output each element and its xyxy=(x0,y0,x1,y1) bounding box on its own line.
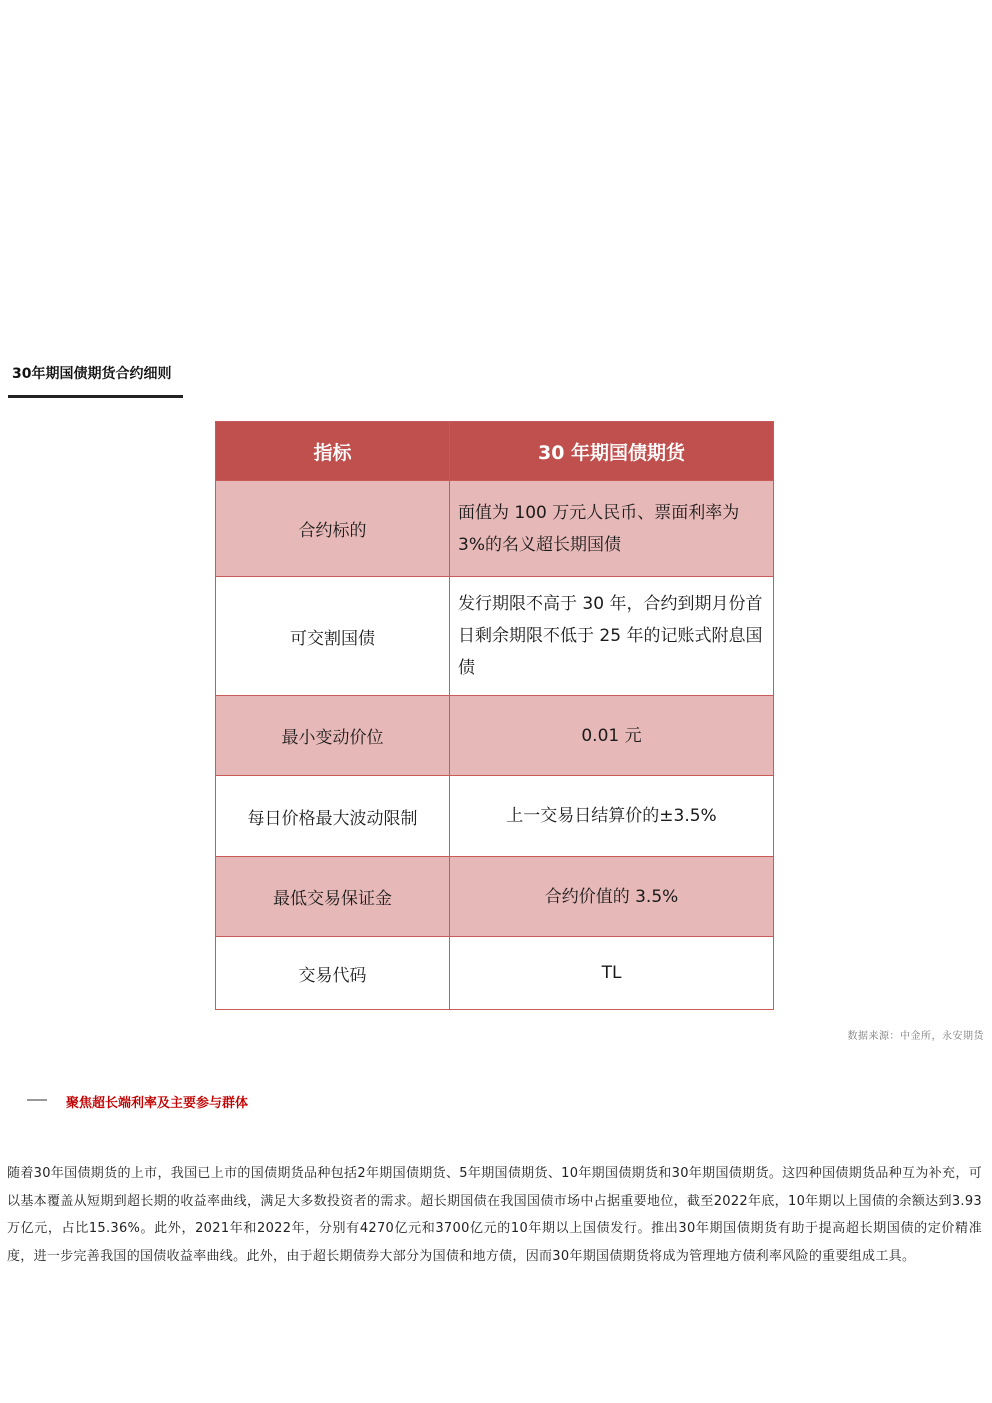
row-label: 最小变动价位 xyxy=(216,696,450,776)
table-row xyxy=(216,577,774,696)
row-value: 面值为 100 万元人民币、票面利率为 3%的名义超长期国债 xyxy=(450,481,774,577)
table-header-row xyxy=(216,422,774,481)
row-value: 发行期限不高于 30 年，合约到期月份首日剩余期限不低于 25 年的记账式附息国债 xyxy=(450,577,774,696)
data-source-note: 数据来源：中金所，永安期货 xyxy=(847,1031,984,1042)
body-paragraph: 随着30年国债期货的上市，我国已上市的国债期货品种包括2年期国债期货、5年期国债期货、10年期国债期货和30年期国债期货。这四种国债期货品种互为补充，可以基本覆盖从短期到超长期的收益率曲线，满足大多数投资者的需求。超长期国债在我国国债市场中占据重要地位，截至2022年底，10年期以上国债的余额达到3.93万亿元，占比15.36%。此外，2021年和2022年，分别有4270亿元和3700亿元的10年期以上国债发行。推出30年期国债期货有助于提高超长期国债的定价精准度，进一步完善我国的国债收益率曲线。此外，由于超长期债券大部分为国债和地方债，因而30年期国债期货将成为管理地方债利率风险的重要组成工具。 xyxy=(7,1166,982,1264)
contract-spec-table xyxy=(215,421,774,1010)
row-value: 合约价值的 3.5% xyxy=(450,857,774,937)
table-row xyxy=(216,776,774,857)
row-value: TL xyxy=(450,937,774,1010)
row-label: 交易代码 xyxy=(216,937,450,1010)
row-label: 每日价格最大波动限制 xyxy=(216,776,450,857)
row-value: 上一交易日结算价的±3.5% xyxy=(450,776,774,857)
row-label: 最低交易保证金 xyxy=(216,857,450,937)
table-row xyxy=(216,937,774,1010)
subsection-heading: 聚焦超长端利率及主要参与群体 xyxy=(66,1096,249,1111)
row-label: 可交割国债 xyxy=(216,577,450,696)
section-underline xyxy=(8,395,183,398)
table-row xyxy=(216,857,774,937)
header-product: 30 年期国债期货 xyxy=(450,422,774,481)
table-row xyxy=(216,481,774,577)
section-title: 30年期国债期货合约细则 xyxy=(12,366,172,382)
table-row xyxy=(216,696,774,776)
heading-dash xyxy=(27,1099,47,1101)
row-value: 0.01 元 xyxy=(450,696,774,776)
header-indicator: 指标 xyxy=(216,422,450,481)
row-label: 合约标的 xyxy=(216,481,450,577)
